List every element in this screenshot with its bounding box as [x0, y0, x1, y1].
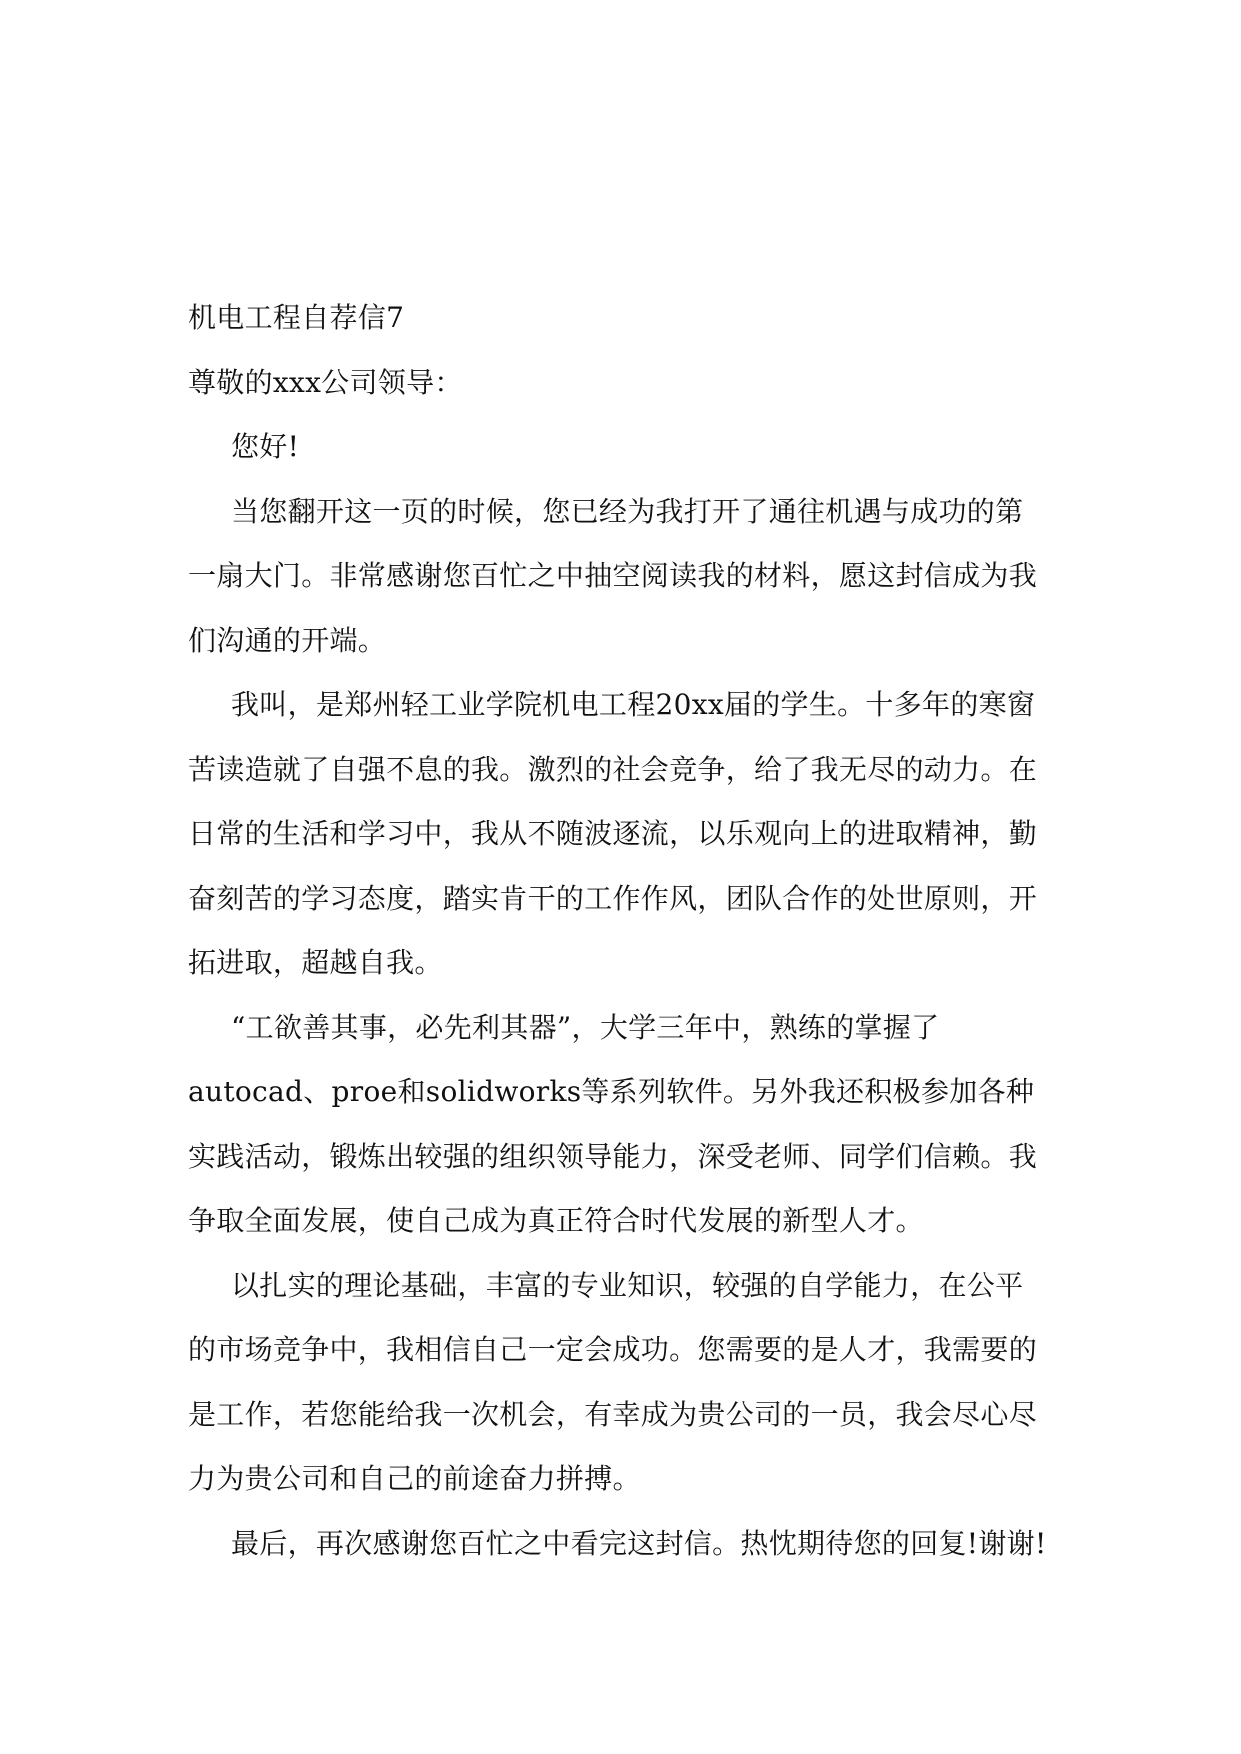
paragraph-2-line-5: 拓进取，超越自我。 [188, 946, 443, 979]
paragraph-4-line-2: 的市场竞争中，我相信自己一定会成功。您需要的是人才，我需要的 [188, 1333, 1038, 1366]
paragraph-2-line-3: 日常的生活和学习中，我从不随波逐流，以乐观向上的进取精神，勤 [188, 817, 1038, 850]
paragraph-4-line-1: 以扎实的理论基础，丰富的专业知识，较强的自学能力，在公平 [231, 1268, 1024, 1302]
paragraph-4-line-4: 力为贵公司和自己的前途奋力拼搏。 [188, 1462, 641, 1495]
paragraph-3-line-3: 实践活动，锻炼出较强的组织领导能力，深受老师、同学们信赖。我 [188, 1139, 1038, 1173]
letter-body [188, 286, 1060, 1576]
paragraph-2-line-2: 苦读造就了自强不息的我。激烈的社会竞争，给了我无尽的动力。在 [188, 752, 1038, 786]
greeting: 您好! [231, 430, 300, 463]
paragraph-1-line-2: 一扇大门。非常感谢您百忙之中抽空阅读我的材料，愿这封信成为我 [188, 559, 1038, 592]
document-title: 机电工程自荐信7 [188, 301, 405, 334]
paragraph-4-line-3: 是工作，若您能给我一次机会，有幸成为贵公司的一员，我会尽心尽 [188, 1397, 1038, 1431]
paragraph-2-line-4: 奋刻苦的学习态度，踏实肯干的工作作风，团队合作的处世原则，开 [188, 881, 1038, 915]
salutation: 尊敬的xxx公司领导： [188, 365, 463, 399]
paragraph-1-line-3: 们沟通的开端。 [188, 623, 387, 657]
paragraph-3-line-2: autocad、proe和solidworks等系列软件。另外我还积极参加各种 [188, 1075, 1035, 1108]
paragraph-3-line-4: 争取全面发展，使自己成为真正符合时代发展的新型人才。 [188, 1204, 924, 1237]
paragraph-2-line-1: 我叫，是郑州轻工业学院机电工程20xx届的学生。十多年的寒窗 [231, 688, 1036, 721]
closing-line: 最后，再次感谢您百忙之中看完这封信。热忱期待您的回复!谢谢! [231, 1526, 1047, 1560]
paragraph-3-line-1: “工欲善其事，必先利其器”，大学三年中，熟练的掌握了 [231, 1010, 940, 1044]
paragraph-1-line-1: 当您翻开这一页的时候，您已经为我打开了通往机遇与成功的第 [231, 494, 1024, 528]
